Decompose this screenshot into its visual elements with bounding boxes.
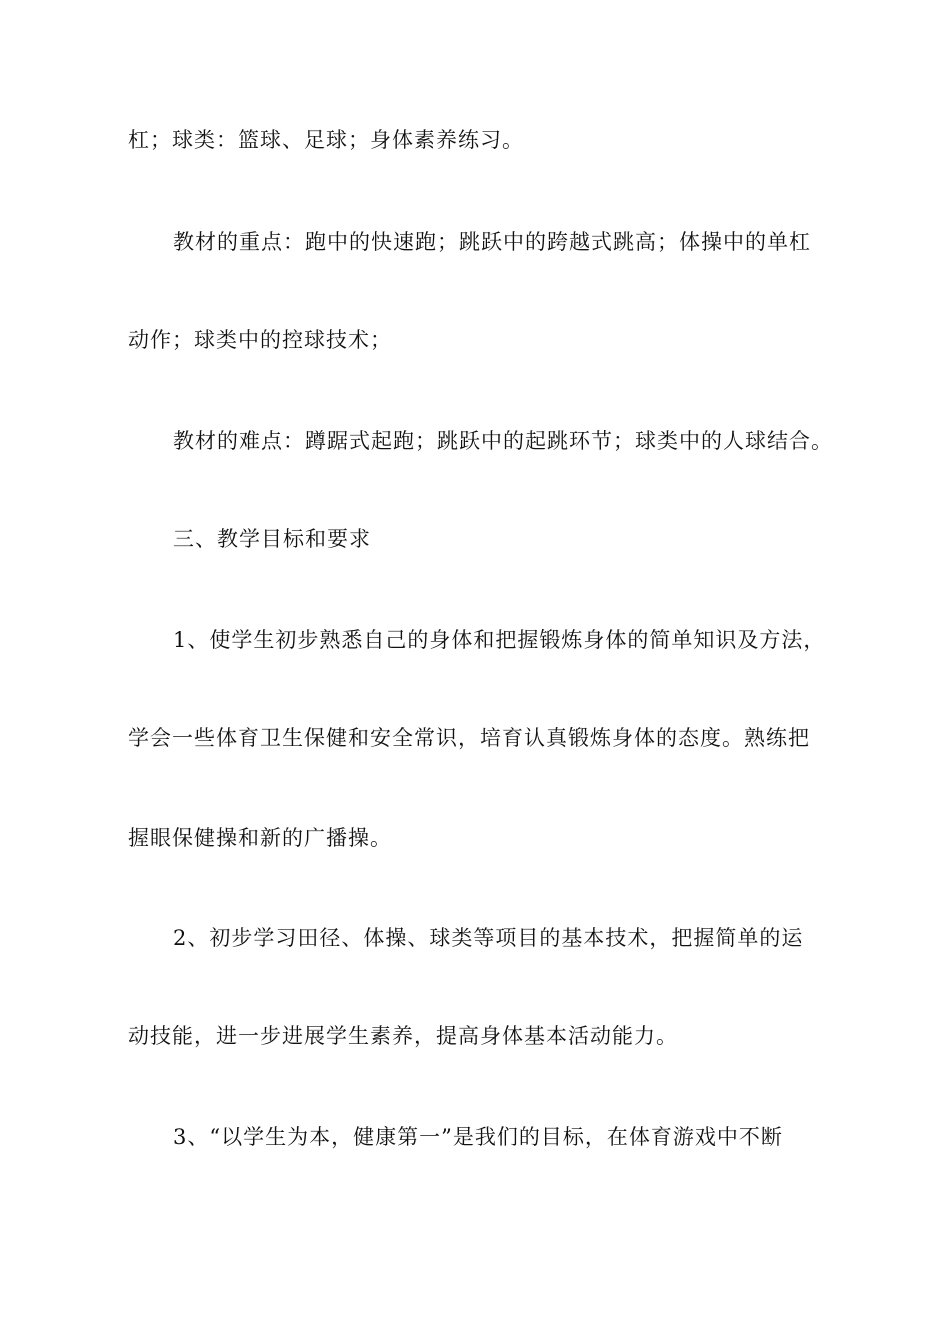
paragraph-line: 动技能，进一步进展学生素养，提高身体基本活动能力。 [128,1024,678,1048]
paragraph-line: 3、“以学生为本，健康第一”是我们的目标，在体育游戏中不断 [173,1125,783,1149]
paragraph-line: 教材的难点：蹲踞式起跑；跳跃中的起跳环节；球类中的人球结合。 [173,429,833,453]
paragraph-line: 握眼保健操和新的广播操。 [128,826,392,850]
paragraph-line: 1、使学生初步熟悉自己的身体和把握锻炼身体的简单知识及方法， [173,628,826,652]
paragraph-line: 杠；球类：篮球、足球；身体素养练习。 [128,128,524,152]
paragraph-line: 2、初步学习田径、体操、球类等项目的基本技术，把握简单的运 [173,926,804,950]
section-heading: 三、教学目标和要求 [173,527,371,551]
paragraph-line: 学会一些体育卫生保健和安全常识，培育认真锻炼身体的态度。熟练把 [128,726,810,750]
paragraph-line: 教材的重点：跑中的快速跑；跳跃中的跨越式跳高；体操中的单杠 [173,230,811,254]
paragraph-line: 动作；球类中的控球技术； [128,328,392,352]
